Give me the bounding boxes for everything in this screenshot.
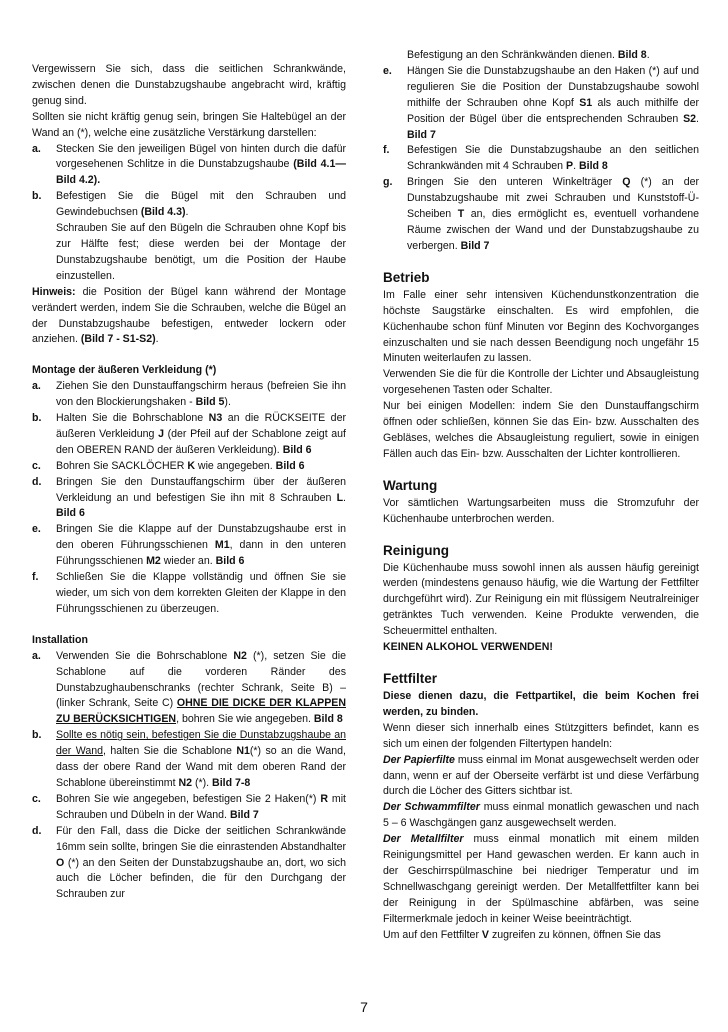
hint-paragraph bbox=[32, 285, 346, 349]
intro-paragraph-2: Sollten sie nicht kräftig genug sein, bringen Sie Haltebügel an der Wand an (*), welche eine zusätzliche Verstärkung darstellen: bbox=[32, 110, 346, 139]
step-text: Schließen Sie die Klappe vollständig und öffnen Sie sie wieder, um sich von dem korrekten Gleiten der Klappe in den Führungsschienen zu überzeugen. bbox=[56, 571, 346, 615]
figure-ref: Bild 7 bbox=[229, 808, 259, 821]
part-ref: V bbox=[481, 928, 489, 941]
papierfilter-paragraph bbox=[383, 753, 699, 801]
betrieb-paragraph-3: Nur bei einigen Modellen: indem Sie den Dunstauffangschirm öffnen oder schließen, können Sie das Ein- bzw. Ausschalten des Gebläses, welches die Absaugleistung reguliert, sowie in einigen Fällen auch das Ein- bzw. Ausschalten der Lichter kontrollieren. bbox=[383, 400, 699, 460]
install-step-b bbox=[32, 728, 346, 792]
list-marker: e. bbox=[32, 523, 41, 536]
figure-ref: Bild 6 bbox=[275, 459, 305, 472]
step-text: Bringen Sie den unteren Winkelträger bbox=[407, 176, 623, 189]
step-text: an, dies ermöglicht es, eventuell vorhandene Räume zwischen der Wand und der Dunstabzugshaube zu verbergen. bbox=[407, 208, 700, 252]
step-text: Befestigung an den Schränkwänden dienen. bbox=[407, 49, 618, 61]
hint-label: Hinweis: bbox=[32, 285, 76, 298]
montage-step-f bbox=[32, 570, 346, 618]
page-number: 7 bbox=[360, 999, 368, 1015]
warning-underlined: OHNE DIE DICKE DER KLAPPEN ZU BERÜCKSICHTIGEN bbox=[56, 697, 346, 726]
step-text: wie angegeben. bbox=[194, 459, 276, 472]
step-text: an die RÜCKSEITE der äußeren Verkleidung bbox=[56, 412, 346, 440]
papierfilter-label: Der Papierfilte bbox=[383, 753, 455, 766]
reinigung-heading: Reinigung bbox=[383, 542, 449, 558]
list-marker: g. bbox=[383, 176, 393, 189]
step-text: Stecken Sie den jeweiligen Bügel von hinten durch die dafür vorgesehenen Schlitze in die Dunstabzugshaube bbox=[56, 142, 346, 171]
step-text: Ziehen Sie den Dunstauffangschirm heraus (befreien Sie ihn von den Blockierungshaken - bbox=[56, 380, 346, 409]
list-marker: b. bbox=[32, 729, 42, 742]
left-column bbox=[32, 62, 346, 903]
step-text: , bohren Sie wie angegeben. bbox=[176, 713, 314, 726]
step-text: (der Pfeil auf der Schablone zeigt auf den OBEREN RAND der äußeren Verkleidung). bbox=[56, 427, 346, 456]
part-ref: R bbox=[320, 792, 328, 805]
wartung-paragraph: Vor sämtlichen Wartungsarbeiten muss die Stromzufuhr der Küchenhaube unterbrochen werden. bbox=[383, 496, 699, 525]
step-text: Befestigen Sie die Bügel mit den Schrauben und Gewindebuchsen bbox=[56, 190, 346, 219]
step-text: . bbox=[696, 112, 699, 125]
install-step-d bbox=[32, 824, 346, 904]
step-text: Bringen Sie den Dunstauffangschirm über der äußeren Verkleidung an und befestigen Sie ihn mit 8 Schrauben bbox=[56, 475, 346, 504]
fettfilter-access-paragraph bbox=[383, 928, 699, 944]
step-text: (*) an der Dunstabzugshaube mit zwei Schrauben und Kunststoff-Ü-Scheiben bbox=[407, 176, 700, 221]
step-text: Halten Sie die Bohrschablone bbox=[56, 412, 209, 425]
fettfilter-bold-intro: Diese dienen dazu, die Fettpartikel, die beim Kochen frei werden, zu binden. bbox=[383, 690, 699, 718]
installation-heading: Installation bbox=[32, 633, 88, 646]
montage-step-a bbox=[32, 379, 346, 411]
install-step-f bbox=[383, 143, 699, 175]
figure-ref: Bild 8 bbox=[578, 160, 608, 173]
part-ref: N1 bbox=[236, 745, 250, 758]
part-ref: T bbox=[457, 208, 465, 221]
step-text: Bohren Sie SACKLÖCHER bbox=[56, 459, 188, 472]
hint-text: die Position der Bügel kann während der Montage verändert werden, indem Sie die Schrauben, welche die Bügel an der Dunstabzugshaube befestigen, entweder lockern oder anziehen. bbox=[32, 285, 346, 346]
step-text: (*). bbox=[192, 776, 213, 789]
part-ref: S1 bbox=[579, 96, 593, 109]
intro-paragraph-1: Vergewissern Sie sich, dass die seitlichen Schrankwände, zwischen denen die Dunstabzugshaube angebracht wird, kräftig genug sind. bbox=[32, 63, 346, 107]
papierfilter-text: muss einmal im Monat ausgewechselt werden oder dann, wenn er auf der Oberseite verfärbt ist und diese Verfärbung durch die Löcher des Gitters sichtbar ist. bbox=[383, 753, 699, 798]
access-text: Um auf den Fettfilter bbox=[383, 928, 482, 941]
install-step-c bbox=[32, 792, 346, 824]
bracket-step-b bbox=[32, 189, 346, 221]
step-text: Bringen Sie die Klappe auf der Dunstabzugshaube erst in den oberen Führungsschienen bbox=[56, 523, 346, 552]
part-ref: J bbox=[158, 427, 164, 440]
figure-ref: (Bild 4.1—Bild 4.2). bbox=[56, 158, 346, 187]
step-text: . bbox=[343, 491, 346, 504]
step-text: als auch mithilfe der Position der Bügel über die entsprechenden Schrauben bbox=[407, 96, 699, 125]
part-ref: Q bbox=[622, 176, 631, 189]
part-ref: L bbox=[336, 491, 344, 504]
figure-ref: Bild 7 bbox=[460, 239, 490, 252]
step-text: (*) an den Seiten der Dunstabzugshaube an, dort, wo sich auch die Löcher befinden, die für den Durchgang der Schrauben zur bbox=[56, 856, 346, 901]
step-text: . bbox=[646, 49, 650, 61]
hint-tail: . bbox=[155, 333, 159, 346]
montage-step-c bbox=[32, 459, 346, 475]
figure-ref: Bild 8 bbox=[617, 49, 647, 61]
step-text: , dann in den unteren Führungsschienen bbox=[56, 539, 347, 568]
wartung-heading: Wartung bbox=[383, 477, 438, 493]
bracket-step-a bbox=[32, 142, 346, 190]
part-ref: S2 bbox=[683, 112, 697, 125]
fettfilter-heading: Fettfilter bbox=[383, 671, 437, 686]
step-text: ). bbox=[224, 396, 231, 409]
list-marker: f. bbox=[32, 571, 39, 584]
install-step-g bbox=[383, 175, 699, 255]
step-text: , halten Sie die Schablone bbox=[103, 745, 237, 758]
metallfilter-text: muss einmal monatlich mit einem milden Reinigungsmittel per Hand gewaschen werden. Er kann auch in der Geschirrspülmaschine bei niedriger Temperatur und im Schnellwaschgang gereinigt werden. Der Metallfettfilter kann bei der Reinigung in der Spülmaschine abfärben, was seine Filtermerkmale jedoch in keiner Weise beeinträchtigt. bbox=[383, 833, 699, 925]
step-text: Verwenden Sie die Bohrschablone bbox=[56, 649, 234, 662]
schwammfilter-text: muss einmal monatlich gewaschen und nach 5 – 6 Waschgängen ganz ausgewechselt werden. bbox=[383, 801, 700, 830]
underlined-text: Sollte es nötig sein, befestigen Sie die Dunstabzugshaube an der Wand bbox=[56, 729, 346, 758]
part-ref: N2 bbox=[233, 649, 247, 662]
metallfilter-label: Der Metallfilter bbox=[383, 833, 464, 846]
install-step-e bbox=[383, 64, 699, 144]
betrieb-paragraph-2: Verwenden Sie die für die Kontrolle der Lichter und Absaugleistung vorgesehenen Tasten oder Schalter. bbox=[383, 368, 699, 397]
list-marker: c. bbox=[32, 792, 41, 805]
list-marker: a. bbox=[32, 380, 41, 393]
step-text: (*), setzen Sie die Schablone auf die vorderen Ränder des Dunstabzughaubenschranks (rechter Schrank, Seite B) – (linker Schrank, Seite C) bbox=[56, 649, 346, 710]
step-text-tail: . bbox=[185, 206, 189, 219]
step-text: Befestigen Sie die Dunstabzugshaube an den seitlichen Schrankwänden mit 4 Schrauben bbox=[407, 144, 699, 173]
step-text: . bbox=[573, 160, 579, 173]
figure-ref: Bild 6 bbox=[282, 443, 312, 456]
figure-ref: Bild 7 bbox=[407, 128, 436, 141]
step-text: Für den Fall, dass die Dicke der seitlichen Schrankwände 16mm sein sollte, bringen Sie die einrastenden Abstandhalter bbox=[56, 824, 346, 853]
metallfilter-paragraph bbox=[383, 832, 699, 927]
fettfilter-intro: Wenn dieser sich innerhalb eines Stützgitters befindet, kann es sich um einen der folgenden Filtertypen handeln: bbox=[383, 721, 699, 750]
list-marker: f. bbox=[383, 144, 390, 157]
schwammfilter-label: Der Schwammfilter bbox=[383, 801, 480, 814]
montage-step-d bbox=[32, 475, 346, 523]
step-text: Bohren Sie wie angegeben, befestigen Sie 2 Haken(*) bbox=[56, 792, 321, 805]
part-ref: M1 bbox=[214, 539, 230, 552]
part-ref: N2 bbox=[178, 776, 193, 789]
list-marker: d. bbox=[32, 475, 42, 488]
part-ref: O bbox=[56, 856, 65, 869]
list-marker: b. bbox=[32, 190, 42, 203]
figure-ref: Bild 6 bbox=[56, 507, 85, 520]
alcohol-warning: KEINEN ALKOHOL VERWENDEN! bbox=[383, 641, 553, 654]
access-text: zugreifen zu können, öffnen Sie das bbox=[489, 928, 661, 941]
install-step-a bbox=[32, 649, 346, 729]
montage-heading: Montage der äußeren Verkleidung (*) bbox=[32, 364, 217, 377]
step-text: Hängen Sie die Dunstabzugshaube an den Haken (*) auf und regulieren Sie die Position der Dunstabzugshaube sowohl mithilfe der Schrauben ohne Kopf bbox=[407, 64, 699, 109]
montage-step-e bbox=[32, 522, 346, 570]
figure-ref: Bild 7-8 bbox=[212, 776, 251, 789]
step-text: (*) so an die Wand, dass der obere Rand der Wand mit dem oberen Rand der Schablone übereinstimmt bbox=[56, 745, 346, 789]
betrieb-heading: Betrieb bbox=[383, 269, 430, 285]
reinigung-paragraph: Die Küchenhaube muss sowohl innen als aussen häufig gereinigt werden (mindestens genauso häufig, wie die Wartung der Fettfilter durchgeführt wird). Zur Reinigung ein mit flüssigem Neutralreiniger getränktes Tuch verwenden. Keine Produkte verwenden, die Scheuermittel enthalten. bbox=[383, 561, 699, 638]
install-step-d-continuation bbox=[383, 48, 699, 64]
bracket-step-b-continuation: Schrauben Sie auf den Bügeln die Schrauben ohne Kopf bis zur Hälfte fest; diese werden bei der Montage der Dunstabzugshaube benötigt, um die Position der Haube einzustellen. bbox=[56, 222, 346, 282]
figure-ref: (Bild 4.3) bbox=[140, 206, 186, 219]
list-marker: c. bbox=[32, 459, 41, 472]
montage-step-b bbox=[32, 411, 346, 459]
list-marker: e. bbox=[383, 64, 392, 77]
schwammfilter-paragraph bbox=[383, 800, 699, 832]
right-column bbox=[383, 48, 699, 944]
betrieb-paragraph-1: Im Falle einer sehr intensiven Küchendunstkonzentration die höchste Saugstärke einschalten. Es wird empfohlen, die Küchenhaube schon fünf Minuten vor Beginn des Kochvorganges einzuschalten und sie nach dessen Beendigung noch ungefähr 15 Minuten weiterlaufen zu lassen. bbox=[383, 288, 699, 365]
step-text: wieder an. bbox=[160, 555, 216, 568]
step-text: mit Schrauben und Dübeln in der Wand. bbox=[56, 792, 346, 821]
list-marker: a. bbox=[32, 142, 41, 155]
list-marker: b. bbox=[32, 412, 42, 425]
hint-ref: (Bild 7 - S1-S2) bbox=[80, 333, 156, 346]
figure-ref: Bild 8 bbox=[313, 713, 343, 726]
part-ref: K bbox=[187, 459, 195, 472]
part-ref: N3 bbox=[208, 412, 223, 425]
figure-ref: Bild 6 bbox=[215, 555, 245, 568]
figure-ref: Bild 5 bbox=[195, 396, 225, 409]
part-ref: P bbox=[566, 160, 574, 173]
list-marker: a. bbox=[32, 649, 41, 662]
list-marker: d. bbox=[32, 824, 42, 837]
part-ref: M2 bbox=[146, 555, 161, 568]
